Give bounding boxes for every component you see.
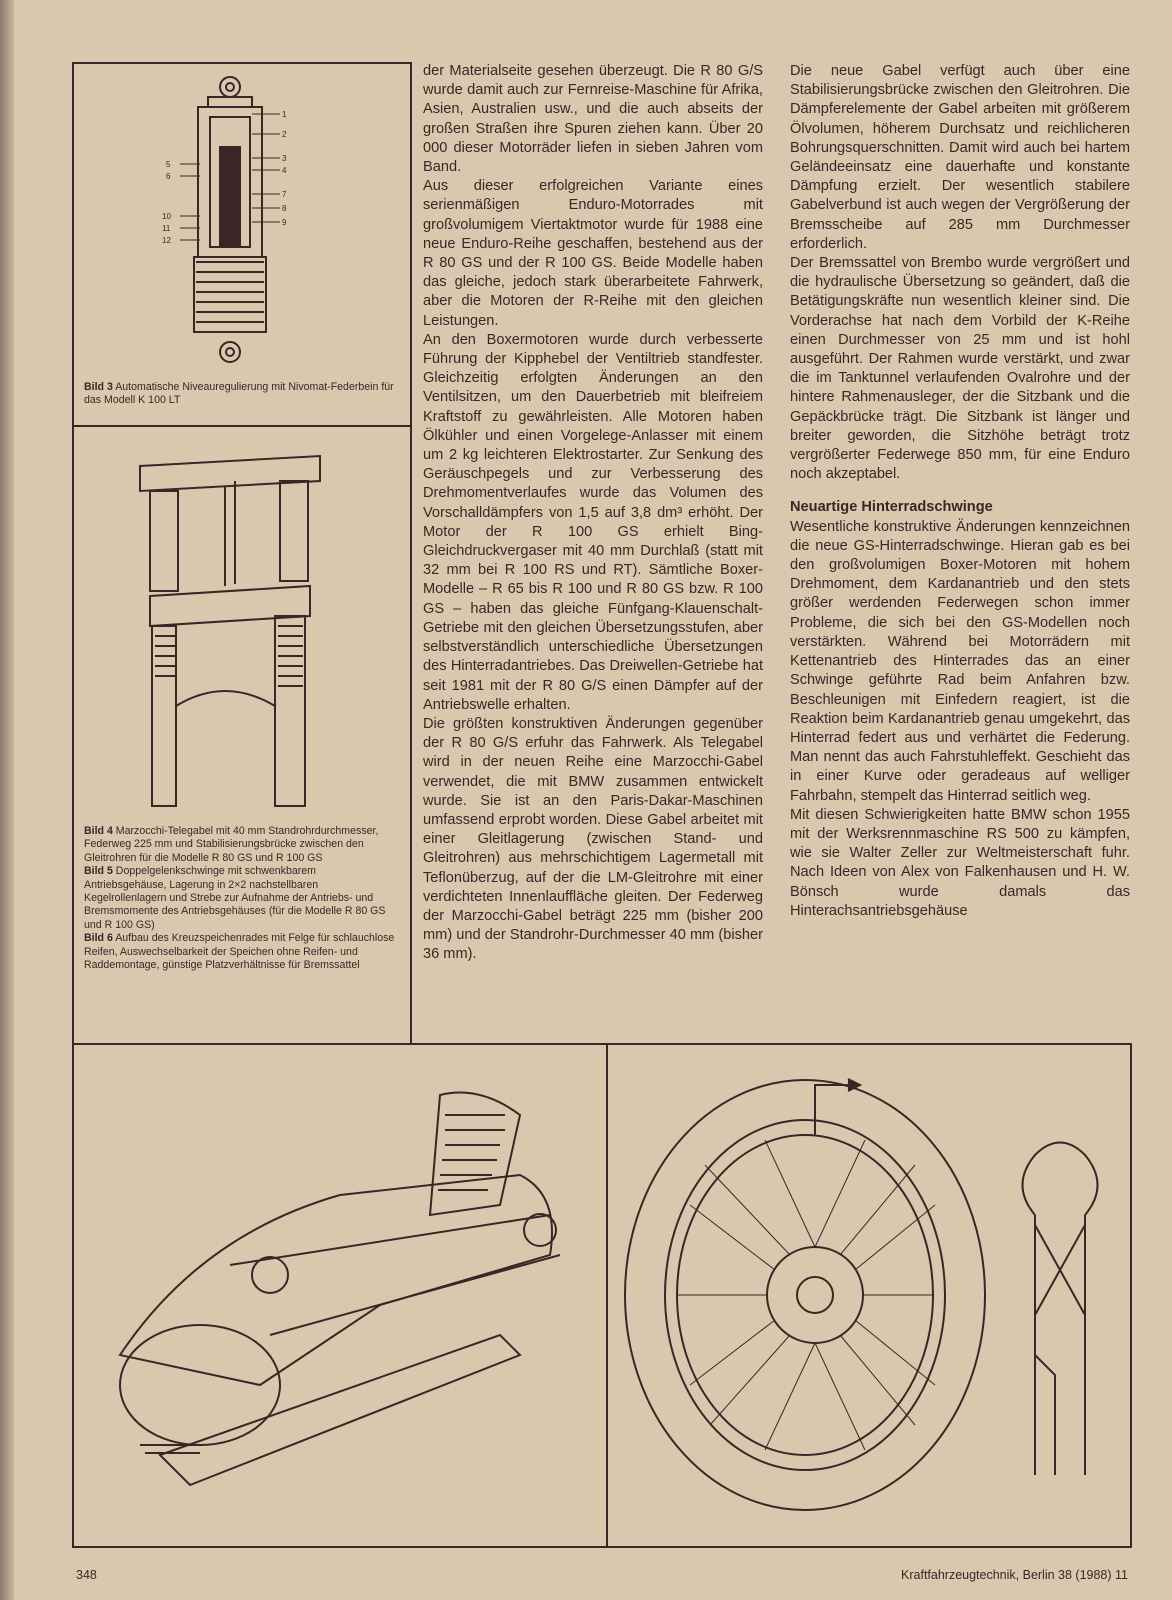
caption-text: Marzocchi-Telegabel mit 40 mm Standrohrdurchmesser, Federweg 225 mm und Stabilisierungsbrücke zwischen den Gleitrohren für die Modelle R 80 GS und R 100 GS [84, 825, 379, 864]
caption-label: Bild 6 [84, 932, 113, 945]
paragraph: Wesentliche konstruktive Änderungen kennzeichnen die neue GS-Hinterradschwinge. Hieran gab es bei den großvolumigen Boxer-Motoren mit hohem Drehmoment, dem Kardanantrieb und den stets größer werdenden Federwegen schon immer Probleme, die sich bei den GS-Modellen noch verstärkten. Während bei Motorrädern mit Kettenantrieb des Hinterrades das an einer Schwinge geführte Rad beim Anfahren bzw. Beschleunigen mit Einfedern reagiert, ist die Reaktion beim Kardanantrieb genau umgekehrt, das Hinterrad federt aus und verhärtet die Federung. Man nennt das auch Fahrstuhleffekt. Geschieht das in einer Kurve oder geradeaus auf welliger Fahrbahn, stempelt das Hinterrad seitlich weg. [790, 518, 1130, 804]
paragraph: Mit diesen Schwierigkeiten hatte BMW schon 1955 mit der Werksrennmaschine RS 500 zu kämpfen, wie sie Walter Zeller zur Weltmeisterschaft fuhr. Nach Ideen von Alex von Falkenhausen und H. W. Bönsch wurde damals das Hinterachsantriebsgehäuse [790, 806, 1130, 919]
paragraph: der Materialseite gesehen überzeugt. Die R 80 G/S wurde damit auch zur Fernreise-Maschine für Afrika, Asien, Australien usw., und die auch abseits der großen Straßen ihre Spuren ziehen kann. Über 20 000 dieser Motorräder liefen in sieben Jahren vom Band. [423, 63, 763, 176]
section-heading: Neuartige Hinterradschwinge [790, 499, 993, 516]
paragraph: An den Boxermotoren wurde durch verbesserte Führung der Kipphebel der Ventiltrieb standfester. Gleichzeitig erfolgten Änderungen an den Ventilsitzen, um den Dauerbetrieb mit bleifreiem Kraftstoff zu gewährleisten. Alle Motoren haben Ölkühler und einen Vorgelege-Anlasser mit einem um 2 kg leichteren Elektrostarter. Zur Senkung des Geräuschpegels und zur Verbesserung des Drehmomentverlaufes wurde das Volumen des Vorschalldämpfers von 1,5 auf 3,8 dm³ erhöht. Der Motor der R 100 GS erhielt Bing-Gleichdruckvergaser mit 40 mm Durchlaß (statt mit 32 mm bei R 100 RS und RT). Sämtliche Boxer-Modelle – R 65 bis R 100 und R 80 GS bzw. R 100 GS – haben das gleiche Fünfgang-Klauenschalt-Getriebe mit den gleichen Übersetzungsstufen, aber selbstverständlich unterschiedliche Übersetzungen des Hinterradantriebes. Das Dreiwellen-Getriebe hat seit 1981 mit der R 80 G/S einen Dämpfer auf der Antriebswelle erhalten. [423, 331, 763, 713]
part-number: 2 [282, 130, 287, 139]
caption-label: Bild 4 [84, 825, 113, 837]
caption-text: Aufbau des Kreuzspeichenrades mit Felge für schlauchlose Reifen, Auswechselbarkeit der Speichen ohne Reifen- und Raddemontage, günstige Platzverhältnisse für Bremssattel [84, 932, 395, 972]
text-column-2 [423, 62, 763, 965]
part-number: 9 [282, 218, 287, 227]
caption-bild-3 [84, 381, 396, 408]
caption-text: Automatische Niveauregulierung mit Nivomat-Federbein für das Modell K 100 LT [84, 381, 394, 407]
figure-5-swing-arm-drawing [80, 1055, 600, 1540]
caption-text: Doppelgelenkschwinge mit schwenkbarem Antriebsgehäuse, Lagerung in 2×2 nachstellbaren Kegelrollenlagern und Strebe zur Aufnahme der Antriebs- und Bremsmomente des Antriebsgehäuses (für die Modelle R 80 GS und R 100 GS) [84, 865, 386, 931]
figure-3-shock-absorber-drawing [160, 72, 310, 372]
figure-6-cross-spoke-wheel-drawing [615, 1055, 1125, 1540]
part-number: 12 [162, 236, 171, 245]
paragraph: Aus dieser erfolgreichen Variante eines serienmäßigen Enduro-Motorrades mit großvolumigem Viertaktmotor wurde für 1988 eine neue Enduro-Reihe geschaffen, bestehend aus der R 80 GS und der R 100 GS. Beide Modelle haben das gleiche, jedoch stark überarbeitete Fahrwerk, aber die Motoren der R-Reihe mit den gleichen Leistungen. [423, 178, 763, 329]
paragraph: Der Bremssattel von Brembo wurde vergrößert und die hydraulische Übersetzung so geändert, daß die Betätigungskräfte nun wesentlich kleiner sind. Die Vorderachse hat nach dem Vorbild der K-Reihe einen Durchmesser von 25 mm und ist hohl ausgeführt. Der Rahmen wurde verstärkt, und zwar die im Tanktunnel verlaufenden Ovalrohre und der hintere Rahmenausleger, der die Sitzbank und die Gepäckbrücke trägt. Die Sitzbank ist länger und breiter geworden, die Sitzhöhe beträgt trotz vergrößerter Federwege 850 mm, für eine Enduro noch akzeptabel. [790, 255, 1130, 483]
part-number: 4 [282, 166, 287, 175]
part-number: 5 [166, 160, 171, 169]
figure-4-telescopic-fork-drawing [130, 436, 330, 821]
part-number: 10 [162, 212, 171, 221]
part-number: 3 [282, 154, 287, 163]
part-number: 1 [282, 110, 287, 119]
caption-label: Bild 5 [84, 865, 113, 878]
caption-label: Bild 3 [84, 381, 113, 393]
text-column-3 [790, 62, 1130, 921]
page-number: 348 [76, 1568, 97, 1582]
page-edge [0, 0, 14, 1600]
captions-bild-4-6 [84, 825, 396, 972]
part-number: 11 [162, 224, 171, 233]
paragraph: Die größten konstruktiven Änderungen gegenüber der R 80 G/S erfuhr das Fahrwerk. Als Telegabel wird in der neuen Reihe eine Marzocchi-Gabel verwendet, die mit BMW zusammen entwickelt wurde. Sie ist an den Paris-Dakar-Maschinen umfassend erprobt worden. Diese Gabel arbeitet mit einer Gleitlagerung (zwischen Stand- und Gleitrohren) aus mehrschichtigem Lagermetall mit Teflonüberzug, auf der die LM-Gleitrohre mit einer verdichteten Innenlauffläche gleiten. Der Federweg der Marzocchi-Gabel beträgt 225 mm (bisher 200 mm) und der Standrohr-Durchmesser 40 mm (bisher 36 mm). [423, 715, 763, 963]
part-number: 7 [282, 190, 287, 199]
part-number: 8 [282, 204, 287, 213]
journal-reference: Kraftfahrzeugtechnik, Berlin 38 (1988) 11 [901, 1568, 1128, 1582]
part-number: 6 [166, 172, 171, 181]
paragraph: Die neue Gabel verfügt auch über eine Stabilisierungsbrücke zwischen den Gleitrohren. Die Dämpferelemente der Gabel arbeiten mit größerem Ölvolumen, höherem Durchsatz und reichlicheren Bohrungsquerschnitten. Damit wird auch bei hartem Geländeeinsatz eine dauerhafte und konstante Dämpfung erzielt. Der wesentlich stabilere Gabelverbund ist auch wegen der Vergrößerung der Bremsscheibe auf 285 mm Durchmesser erforderlich. [790, 63, 1130, 252]
